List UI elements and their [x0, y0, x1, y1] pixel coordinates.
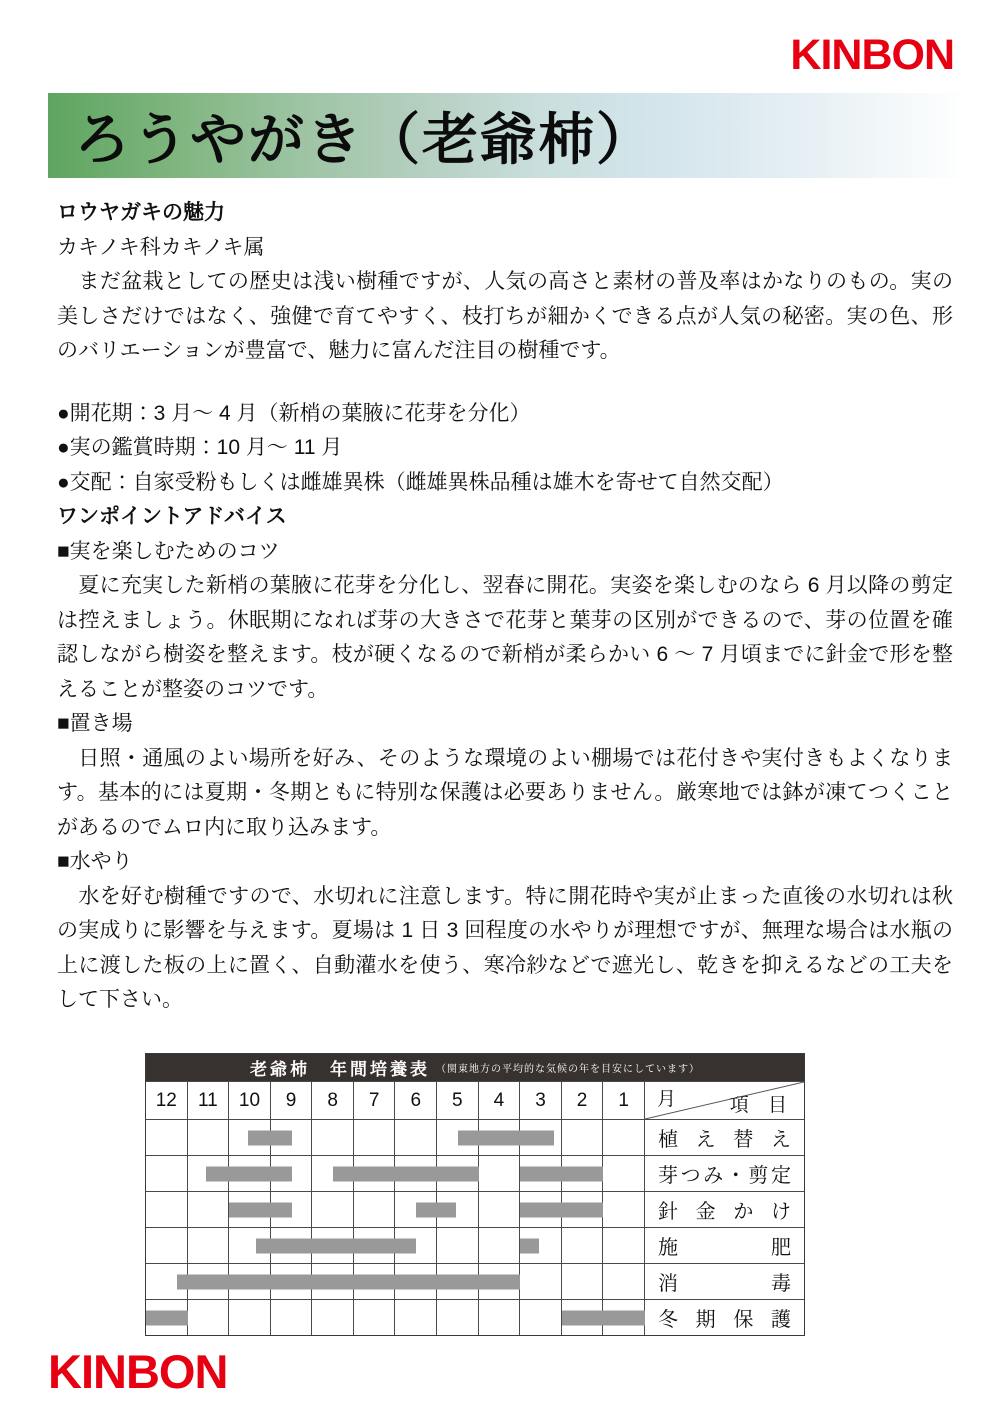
calendar-row-label — [645, 1120, 804, 1155]
calendar-note: （関東地方の平均的な気候の年を目安にしています） — [436, 1064, 700, 1075]
label-char: 保 — [733, 1309, 754, 1331]
activity-bar — [416, 1202, 456, 1217]
calendar-row-label — [645, 1264, 804, 1299]
body-content — [57, 196, 953, 1018]
calendar-row-label — [645, 1300, 804, 1335]
calendar-empty-cell — [603, 1228, 645, 1263]
label-char: 植 — [658, 1129, 678, 1151]
calendar-empty-cell — [188, 1192, 230, 1227]
calendar-empty-cell — [437, 1300, 479, 1335]
month-cell: 12 — [146, 1082, 188, 1119]
calendar-empty-cell — [188, 1120, 230, 1155]
calendar-row-label — [645, 1156, 804, 1191]
label-char: 護 — [770, 1309, 791, 1331]
cultivation-calendar-table — [145, 1053, 805, 1336]
activity-bar — [520, 1202, 603, 1217]
title-banner — [48, 93, 958, 178]
advice-heading: ワンポイントアドバイス — [57, 505, 287, 528]
corner-month-label: 月 — [657, 1089, 677, 1110]
advice-section-watering-heading: ■水やり — [57, 850, 133, 873]
activity-bar — [229, 1202, 291, 1217]
label-char: け — [770, 1201, 791, 1223]
activity-bar — [333, 1166, 479, 1181]
kinbon-logo-bottom: KINBON — [48, 1345, 228, 1398]
month-cell: 4 — [479, 1082, 521, 1119]
label-char: つ — [680, 1165, 701, 1187]
fact-item-pollination: ●交配：自家受粉もしくは雌雄異株（雌雄異株品種は雄木を寄せて自然交配） — [57, 470, 784, 494]
advice-section-watering-body: 水を好む樹種ですので、水切れに注意します。特に開花時や実が止まった直後の水切れは秋の実成りに影響を与えます。夏場は 1 日 3 回程度の水やりが理想ですが、無理な場合は水瓶の上に渡した板の上に置く、自動灌水を使う、寒冷紗などで遮光し、乾きを抑えるなどの工夫をして下さい。 — [57, 884, 953, 1011]
month-cell: 10 — [229, 1082, 271, 1119]
month-cell: 3 — [520, 1082, 562, 1119]
activity-bar — [520, 1166, 603, 1181]
calendar-empty-cell — [520, 1264, 562, 1299]
activity-bar — [256, 1238, 416, 1253]
calendar-empty-cell — [479, 1192, 521, 1227]
kinbon-logo-top: KINBON — [790, 31, 954, 79]
label-char: 定 — [770, 1165, 791, 1187]
label-char: 肥 — [771, 1237, 791, 1259]
label-char: 期 — [695, 1309, 716, 1331]
calendar-empty-cell — [562, 1228, 604, 1263]
calendar-empty-cell — [603, 1156, 645, 1191]
activity-bar — [177, 1274, 520, 1289]
month-cell: 1 — [603, 1082, 645, 1119]
calendar-empty-cell — [146, 1156, 188, 1191]
calendar-title: 老爺柿 年間培養表 — [250, 1060, 430, 1079]
calendar-empty-cell — [229, 1300, 271, 1335]
calendar-empty-cell — [188, 1300, 230, 1335]
label-char: 施 — [658, 1237, 678, 1259]
calendar-empty-cell — [603, 1120, 645, 1155]
calendar-corner-cell — [645, 1082, 804, 1119]
calendar-empty-cell — [479, 1156, 521, 1191]
calendar-row-months — [146, 1120, 645, 1155]
activity-bar — [146, 1310, 188, 1325]
advice-section-placement-body: 日照・通風のよい場所を好み、そのような環境のよい棚場では花付きや実付きもよくなります。基本的には夏期・冬期ともに特別な保護は必要ありません。厳寒地では鉢が凍てつくことがあるのでムロ内に取り込みます。 — [57, 746, 953, 839]
calendar-empty-cell — [354, 1300, 396, 1335]
label-char: 冬 — [658, 1309, 678, 1331]
activity-bar — [206, 1166, 291, 1181]
label-char: か — [733, 1201, 754, 1223]
calendar-empty-cell — [395, 1300, 437, 1335]
fact-item-fruit-season: ●実の鑑賞時期：10 月～ 11 月 — [57, 436, 343, 459]
calendar-row — [146, 1191, 804, 1227]
label-char: 剪 — [748, 1165, 769, 1187]
month-cell: 8 — [312, 1082, 354, 1119]
page-title: ろうやがき（老爺柿） — [74, 109, 654, 172]
calendar-row — [146, 1227, 804, 1263]
calendar-empty-cell — [312, 1300, 354, 1335]
intro-heading: ロウヤガキの魅力 — [57, 201, 225, 224]
label-char: え — [770, 1129, 791, 1151]
fact-list — [57, 397, 953, 501]
calendar-row — [146, 1263, 804, 1299]
calendar-empty-cell — [562, 1120, 604, 1155]
intro-body: まだ盆栽としての歴史は浅い樹種ですが、人気の高さと素材の普及率はかなりのもの。実の美しさだけではなく、強健で育てやすく、枝打ちが細かくできる点が人気の秘密。実の色、形のバリエーションが豊富で、魅力に富んだ注目の樹種です。 — [57, 270, 953, 362]
advice-section-placement-heading: ■置き場 — [57, 712, 133, 735]
label-char: 消 — [658, 1273, 678, 1295]
month-cell: 9 — [271, 1082, 313, 1119]
calendar-row-label — [645, 1228, 804, 1263]
calendar-empty-cell — [146, 1228, 188, 1263]
calendar-row-months — [146, 1192, 645, 1227]
calendar-empty-cell — [562, 1264, 604, 1299]
calendar-empty-cell — [146, 1120, 188, 1155]
activity-bar — [562, 1310, 645, 1325]
month-cell: 11 — [188, 1082, 230, 1119]
calendar-row-label — [645, 1192, 804, 1227]
month-cell: 2 — [562, 1082, 604, 1119]
calendar-row-months — [146, 1228, 645, 1263]
calendar-row — [146, 1155, 804, 1191]
label-char: ・ — [725, 1165, 746, 1187]
calendar-row — [146, 1299, 804, 1335]
activity-bar — [248, 1130, 292, 1145]
label-char: 毒 — [771, 1273, 791, 1295]
label-char: 芽 — [658, 1165, 678, 1187]
calendar-empty-cell — [354, 1120, 396, 1155]
calendar-row-months — [146, 1300, 645, 1335]
calendar-empty-cell — [312, 1192, 354, 1227]
activity-bar — [458, 1130, 554, 1145]
label-char: 金 — [695, 1201, 716, 1223]
calendar-title-bar — [146, 1054, 804, 1081]
calendar-empty-cell — [479, 1300, 521, 1335]
calendar-empty-cell — [520, 1300, 562, 1335]
fact-item-bloom: ●開花期：3 月～ 4 月（新梢の葉腋に花芽を分化） — [57, 401, 531, 425]
calendar-empty-cell — [312, 1120, 354, 1155]
activity-bar — [520, 1238, 539, 1253]
calendar-empty-cell — [395, 1120, 437, 1155]
calendar-row-months — [146, 1264, 645, 1299]
calendar-row — [146, 1119, 804, 1155]
intro-family: カキノキ科カキノキ属 — [57, 235, 265, 259]
advice-section-fruit-heading: ■実を楽しむためのコツ — [57, 539, 280, 563]
calendar-empty-cell — [479, 1228, 521, 1263]
corner-item-label: 項 目 — [729, 1095, 794, 1116]
calendar-empty-cell — [188, 1228, 230, 1263]
calendar-empty-cell — [603, 1192, 645, 1227]
calendar-row-months — [146, 1156, 645, 1191]
advice-section-fruit-body: 夏に充実した新梢の葉腋に花芽を分化し、翌春に開花。実姿を楽しむのなら 6 月以降の剪定は控えましょう。休眠期になれば芽の大きさで花芽と葉芽の区別ができるので、芽の位置を確認しながら樹姿を整えます。枝が硬くなるので新梢が柔らかい 6 ～ 7 月頃までに針金で形を整えることが整姿のコツです。 — [57, 574, 953, 701]
calendar-empty-cell — [146, 1192, 188, 1227]
label-char: え — [695, 1129, 716, 1151]
calendar-empty-cell — [437, 1228, 479, 1263]
calendar-grid — [146, 1081, 804, 1335]
calendar-month-cells — [146, 1082, 645, 1119]
label-char: 替 — [733, 1129, 754, 1151]
label-char: み — [703, 1165, 724, 1187]
calendar-month-header-row — [146, 1081, 804, 1119]
month-cell: 5 — [437, 1082, 479, 1119]
calendar-empty-cell — [271, 1300, 313, 1335]
calendar-empty-cell — [354, 1192, 396, 1227]
month-cell: 6 — [395, 1082, 437, 1119]
calendar-empty-cell — [603, 1264, 645, 1299]
label-char: 針 — [658, 1201, 678, 1223]
month-cell: 7 — [354, 1082, 396, 1119]
